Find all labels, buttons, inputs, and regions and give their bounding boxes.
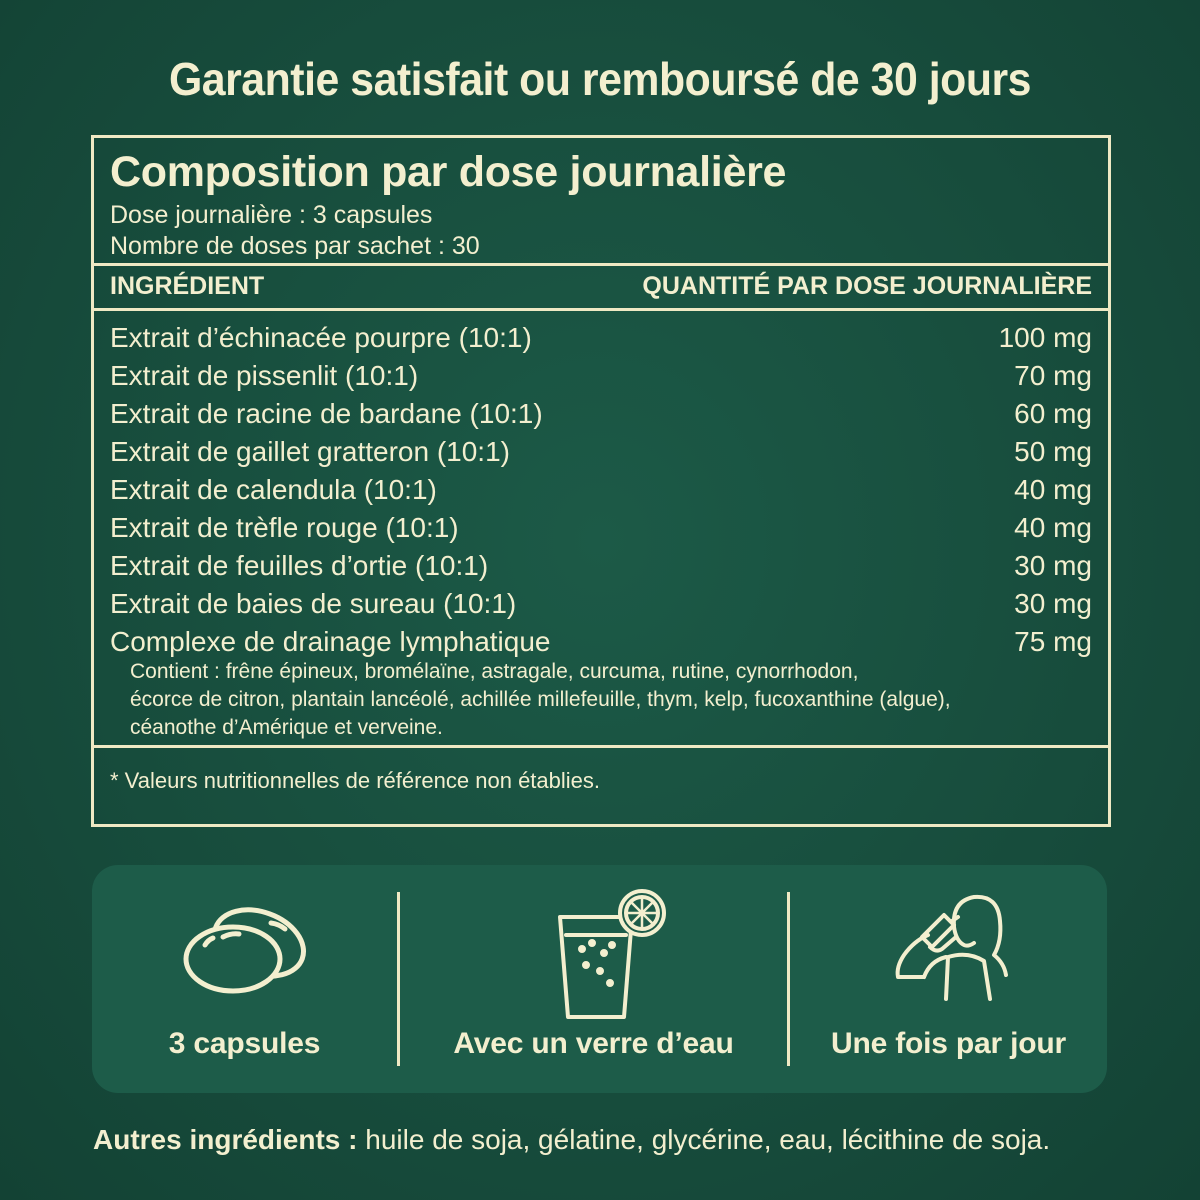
composition-panel <box>91 135 1111 827</box>
ingredient-amount: 40 mg <box>1014 474 1092 505</box>
contains-line: écorce de citron, plantain lancéolé, achillée millefeuille, thym, kelp, fucoxanthine (algue), <box>130 688 951 711</box>
ingredient-amount: 60 mg <box>1014 398 1092 429</box>
ingredient-amount: 30 mg <box>1014 588 1092 619</box>
capsules-icon <box>175 893 315 1008</box>
column-header-quantity: QUANTITÉ PAR DOSE JOURNALIÈRE <box>642 272 1092 300</box>
person-drinking-icon <box>884 887 1014 1012</box>
ingredient-row <box>110 319 1092 357</box>
doses-per-bag-text: Nombre de doses par sachet : 30 <box>110 232 480 260</box>
ingredient-name: Extrait de pissenlit (10:1) <box>110 360 419 391</box>
ingredient-amount: 100 mg <box>998 322 1092 353</box>
ingredient-amount: 40 mg <box>1014 512 1092 543</box>
step-label: 3 capsules <box>168 1027 321 1060</box>
ingredient-row <box>110 471 1092 509</box>
ingredient-row <box>110 395 1092 433</box>
daily-dose-text: Dose journalière : 3 capsules <box>110 201 433 229</box>
other-ingredients <box>93 1124 1050 1156</box>
other-ingredients-text: huile de soja, gélatine, glycérine, eau, lécithine de soja. <box>357 1124 1051 1155</box>
ingredient-row <box>110 509 1092 547</box>
ingredient-row <box>110 357 1092 395</box>
step-label: Une fois par jour <box>831 1027 1066 1060</box>
header-divider <box>94 263 1108 266</box>
ingredient-name: Extrait de gaillet gratteron (10:1) <box>110 436 510 467</box>
ingredient-name: Extrait de baies de sureau (10:1) <box>110 588 517 619</box>
ingredient-name: Extrait de feuilles d’ortie (10:1) <box>110 550 489 581</box>
ingredient-name: Extrait de trèfle rouge (10:1) <box>110 512 459 543</box>
lymphatic-complex-contents <box>130 658 1030 742</box>
ingredient-name: Extrait de calendula (10:1) <box>110 474 437 505</box>
contains-line: Contient : frêne épineux, bromélaïne, astragale, curcuma, rutine, cynorrhodon, <box>130 660 859 683</box>
ingredient-row <box>110 433 1092 471</box>
column-header-divider <box>94 308 1108 311</box>
ingredient-row <box>110 585 1092 623</box>
footnote-divider <box>94 745 1108 748</box>
step-label: Avec un verre d’eau <box>453 1027 734 1060</box>
ingredient-amount: 75 mg <box>1014 626 1092 657</box>
other-ingredients-label: Autres ingrédients : <box>93 1124 358 1155</box>
ingredient-name: Extrait de racine de bardane (10:1) <box>110 398 543 429</box>
step-water <box>400 865 787 1093</box>
ingredient-name: Extrait d’échinacée pourpre (10:1) <box>110 322 532 353</box>
composition-header <box>110 144 786 262</box>
ingredient-amount: 50 mg <box>1014 436 1092 467</box>
ingredient-list <box>110 319 1092 661</box>
step-capsules <box>92 865 397 1093</box>
ingredient-row <box>110 623 1092 661</box>
ingredient-row <box>110 547 1092 585</box>
glass-of-water-icon <box>546 887 666 1032</box>
usage-steps-panel <box>92 865 1107 1093</box>
ingredient-name: Complexe de drainage lymphatique <box>110 626 551 657</box>
contains-line: céanothe d’Amérique et verveine. <box>130 716 443 739</box>
composition-title: Composition par dose journalière <box>110 148 787 196</box>
ingredient-amount: 30 mg <box>1014 550 1092 581</box>
step-once-daily <box>790 865 1107 1093</box>
guarantee-headline: Garantie satisfait ou remboursé de 30 jours <box>168 53 1032 105</box>
column-header-ingredient: INGRÉDIENT <box>110 272 265 300</box>
footnote: * Valeurs nutritionnelles de référence non établies. <box>110 768 601 793</box>
ingredient-amount: 70 mg <box>1014 360 1092 391</box>
